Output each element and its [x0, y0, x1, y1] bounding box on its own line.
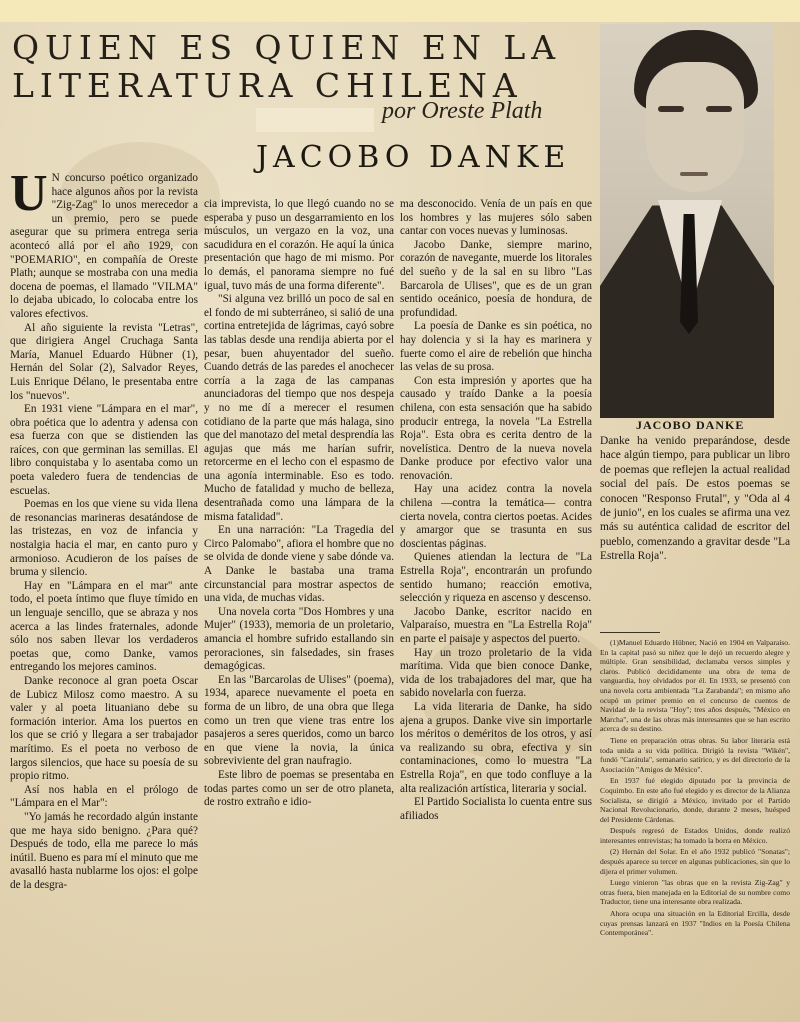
paragraph: El Partido Socialista lo cuenta entre sus afiliados	[400, 796, 592, 822]
footnote: Tiene en preparación otras obras. Su labor literaria está toda unida a su vida política. Dirigió la revista "Wikén", fundó "Carátula", semanario satírico, y es del directorio de la Asociación "Amigos de México".	[600, 735, 790, 774]
text-column-3	[400, 198, 592, 1022]
paragraph: "Si alguna vez brilló un poco de sal en el fondo de mi subterráneo, si salió de una cortina entretejida de lágrimas, cayó sobre las tablas desde una rendija abierta por el pesar, buen ahuyentador del sueño. Cuando detrás de las paredes el anochecer corría a la zaga de las campanas anunciadoras del tiempo que nos despeja y no me dí a merecer el resumen cotidiano de la parte que más halaga, sino que del manotazo del metal desprendía las agujas que más me harían sufrir, retorcerme en el lecho con el espasmo de una agonía interminable. Eso es todo. Mucho de fatalidad y mucho de belleza, desentrañada como una lámpara de la misma fatalidad".	[204, 293, 394, 523]
article-headline: JACOBO DANKE	[256, 140, 571, 175]
author-portrait	[600, 24, 774, 418]
paragraph: Quienes atiendan la lectura de "La Estrella Roja", encontrarán un profundo sentido humano; reacción emotiva, selección y riqueza en ascenso y descenso.	[400, 551, 592, 605]
paragraph: Este libro de poemas se presentaba en todas partes como un ser de otro planeta, de rostro extraño e idio-	[204, 768, 394, 809]
paragraph: Una novela corta "Dos Hombres y una Mujer" (1933), memoria de un proletario, amancia el hombre sufrido estallando sin peroraciones, sin falsedades, sin frases demagógicas.	[204, 605, 394, 673]
newspaper-clipping	[0, 22, 800, 1022]
footnotes	[600, 638, 790, 1022]
footnote: (1)Manuel Eduardo Hübner, Nació en 1904 en Valparaíso. En la capital pasó su niñez que le dejó un recuerdo alegre y múltiple. Gran sensibilidad, declamaba versos simples y claros. Publicó decididamente una obra de tema de vanguardia, hoy olvidados por él. En 1933, se presentó con una novela corta ambientada "La Zarabanda"; en mismo año ocupó un primer premio en el concurso de cuentos de Navidad de la revista "Hoy"; tres años después, "México en Marcha", una de las obras más interesantes que se han escrito acerca de su destino.	[600, 638, 790, 734]
paragraph: En las "Barcarolas de Ulises" (poema), 1934, aparece nuevamente el poeta en forma de un libro, de una obra que llega como un tren que viene tras entre los pasajeros a seres queridos, como un barco en que viene la novia, la única sobreviviente del gran naufragio.	[204, 673, 394, 768]
paragraph: Al año siguiente la revista "Letras", que dirigiera Angel Cruchaga Santa María, Manuel Eduardo Hübner (1), Hernán del Solar (2), Salvador Reyes, Luis Enrique Délano, le presentaba entre los "nuevos".	[10, 321, 198, 402]
paragraph: Hay en "Lámpara en el mar" ante todo, el poeta íntimo que fluye tímido en un lenguaje sencillo, que se abraza y nos acerca a las lindes fraternales, adonde sólo nos saben llevar los verdaderos poetas que, como Danke, vamos entregando los mejores caminos.	[10, 579, 198, 674]
portrait-brow	[706, 106, 732, 112]
redacted-patch	[256, 108, 374, 132]
footnote: Ahora ocupa una situación en la Editorial Ercilla, desde cuyas prensas lanzará en 1937 "Indios en la Poesía Chilena Contemporánea".	[600, 909, 790, 938]
paragraph: En 1931 viene "Lámpara en el mar", obra poética que lo adentra y adensa con esa fuerza con que se distienden las raíces, con que germinan las semillas. El libro conquistaba y lo asentaba como un poeta valedero fuera de tendencias de escuelas.	[10, 403, 198, 497]
paragraph: Así nos habla en el prólogo de "Lámpara en el Mar":	[10, 783, 198, 810]
article-title-line2: LITERATURA CHILENA	[12, 66, 523, 105]
paragraph: Hay una acidez contra la novela chilena —contra la temática— contra cierta novela, contra ciertos poetas. Acides y amargor que se trasunta en sus doscientas páginas.	[400, 483, 592, 550]
paragraph: Danke reconoce al gran poeta Oscar de Lubicz Milosz como maestro. A su valer y al poeta lituaniano debe su formación interior. Ama los puertos en los que se crió y llegara a ser trabajador marítimo. Es el poeta no verboso de largos silencios, que hace su poesía de su propio ritmo.	[10, 674, 198, 783]
paragraph: Danke ha venido preparándose, desde hace algún tiempo, para publicar un libro de poemas que reflejen la actual realidad social del país. De estos poemas se conocen "Responso Frutal", y "Oda al 4 de junio", en los cuales se afirma una vez más su auténtica calidad de escritor del pueblo, comenzando a gravitar desde "La Estrella Roja".	[600, 435, 790, 563]
footnote: (2) Hernán del Solar. En el año 1932 publicó "Sonatas"; después aparece su tercer en algunas publicaciones, sin que lo dijera el primer volumen.	[600, 847, 790, 876]
paragraph: Con esta impresión y aportes que ha causado y traído Danke a la poesía chilena, con esta sensación que ha sabido producir entrega, la novela "La Estrella Roja". Esta obra es cerita dentro de la novelística. Dentro de la nueva novela Danke produce por efectivo valor una renovación.	[400, 374, 592, 482]
article-byline: por Oreste Plath	[382, 98, 543, 124]
text-column-2	[204, 198, 394, 1022]
paragraph: cia imprevista, lo que llegó cuando no se esperaba y puso un desgarramiento en los músculos, un vergazo en la voz, una sacudidura en el corazón. He aquí la única presentación que hago de mi mismo. Por lo demás, el panorama siempre no fué igual, tuvo más de una forma diferente".	[204, 198, 394, 292]
paragraph: La poesía de Danke es sin poética, no hay dolencia y si la hay es marinera y fuerte como el aire de rebelión que hincha las velas de su prosa.	[400, 320, 592, 374]
footnote-divider	[600, 632, 660, 633]
paragraph: Jacobo Danke, siempre marino, corazón de navegante, muerde los litorales del sueño y de la sal en su libro "Las Barcarola de Ulises", que es de un gran sentido oceánico, poesía de hondura, de profundidad.	[400, 238, 592, 319]
paragraph: Jacobo Danke, escritor nacido en Valparaíso, muestra en "La Estrella Roja" en parte el paisaje y aspectos del puerto.	[400, 605, 592, 645]
footnote: Después regresó de Estados Unidos, donde realizó interesantes entrevistas; ha tomado la borra en México.	[600, 826, 790, 845]
paragraph	[10, 172, 198, 322]
text-column-4	[600, 434, 790, 630]
paragraph: Poemas en los que viene su vida llena de resonancias marineras desatándose de las tristezas, en voz de infancia y nostalgia hacia el mar, en canto puro y armonioso. Acudieron de los países de bruma y silencio.	[10, 498, 198, 579]
paragraph: "Yo jamás he recordado algún instante que me haya sido benigno. ¿Para qué? Después de todo, ella me parece lo más inútil. Bueno es para mí el minuto que me avasalló hasta nublarme los ojos: el golpe de la desgra-	[10, 810, 198, 891]
top-band	[0, 0, 800, 22]
article-title-line1: QUIEN ES QUIEN EN LA	[12, 28, 562, 67]
paragraph: En una narración: "La Tragedia del Circo Palomabo", afiora el hombre que no se olvida de donde viene y sabe dónde va. A Danke le bastaba una trama circunstancial para mostrar aspectos de una vida, de muchas vidas.	[204, 524, 394, 605]
paragraph: ma desconocido. Venía de un país en que los hombres y las mujeres sólo saben cantar con voces nuevas y luminosas.	[400, 198, 592, 238]
paragraph-text: N concurso poético organizado hace algunos años por la revista "Zig-Zag" lo unos merecedor a un premio, pero se puede asegurar que su primera entrega seria acontecó allá por el año 1929, con "POEMARIO", en compañía de Oreste Plath; aunque se mostraba con una media docena de poemas, el llamado "VILMA" lo dejaba ubicado, lo colocaba entre los valores efectivos.	[10, 172, 198, 320]
paragraph: La vida literaria de Danke, ha sido ajena a grupos. Danke vive sin importarle los méritos o deméritos de los otros, y así va realizando su obra, efectiva y sin contaminaciones, como lo muestra "La Estrella Roja", en que todo confluye a la alta realización artística, literaria y social.	[400, 700, 592, 795]
photo-caption: JACOBO DANKE	[636, 418, 745, 432]
footnote: Luego vinieron "las obras que en la revista Zig-Zag" y otras fuera, bien manejada en la Editorial de su nombre como Traductor, tiene una interesante obra realizada.	[600, 878, 790, 907]
drop-cap: U	[10, 172, 48, 222]
portrait-mouth	[680, 172, 708, 176]
footnote: En 1937 fué elegido diputado por la provincia de Coquimbo. En este año fué elegido y es director de la Alianza Socialista, se dirigió a México, invitado por el Partido Nacional Revolucionario, donde, durante 2 meses, huésped del Presidente Cárdenas.	[600, 776, 790, 824]
text-column-1	[10, 172, 198, 1022]
portrait-brow	[658, 106, 684, 112]
paragraph: Hay un trozo proletario de la vida marítima. Vida que bien conoce Danke, vida de los trabajadores del mar, que ha sabido novelarla con fuerza.	[400, 646, 592, 700]
